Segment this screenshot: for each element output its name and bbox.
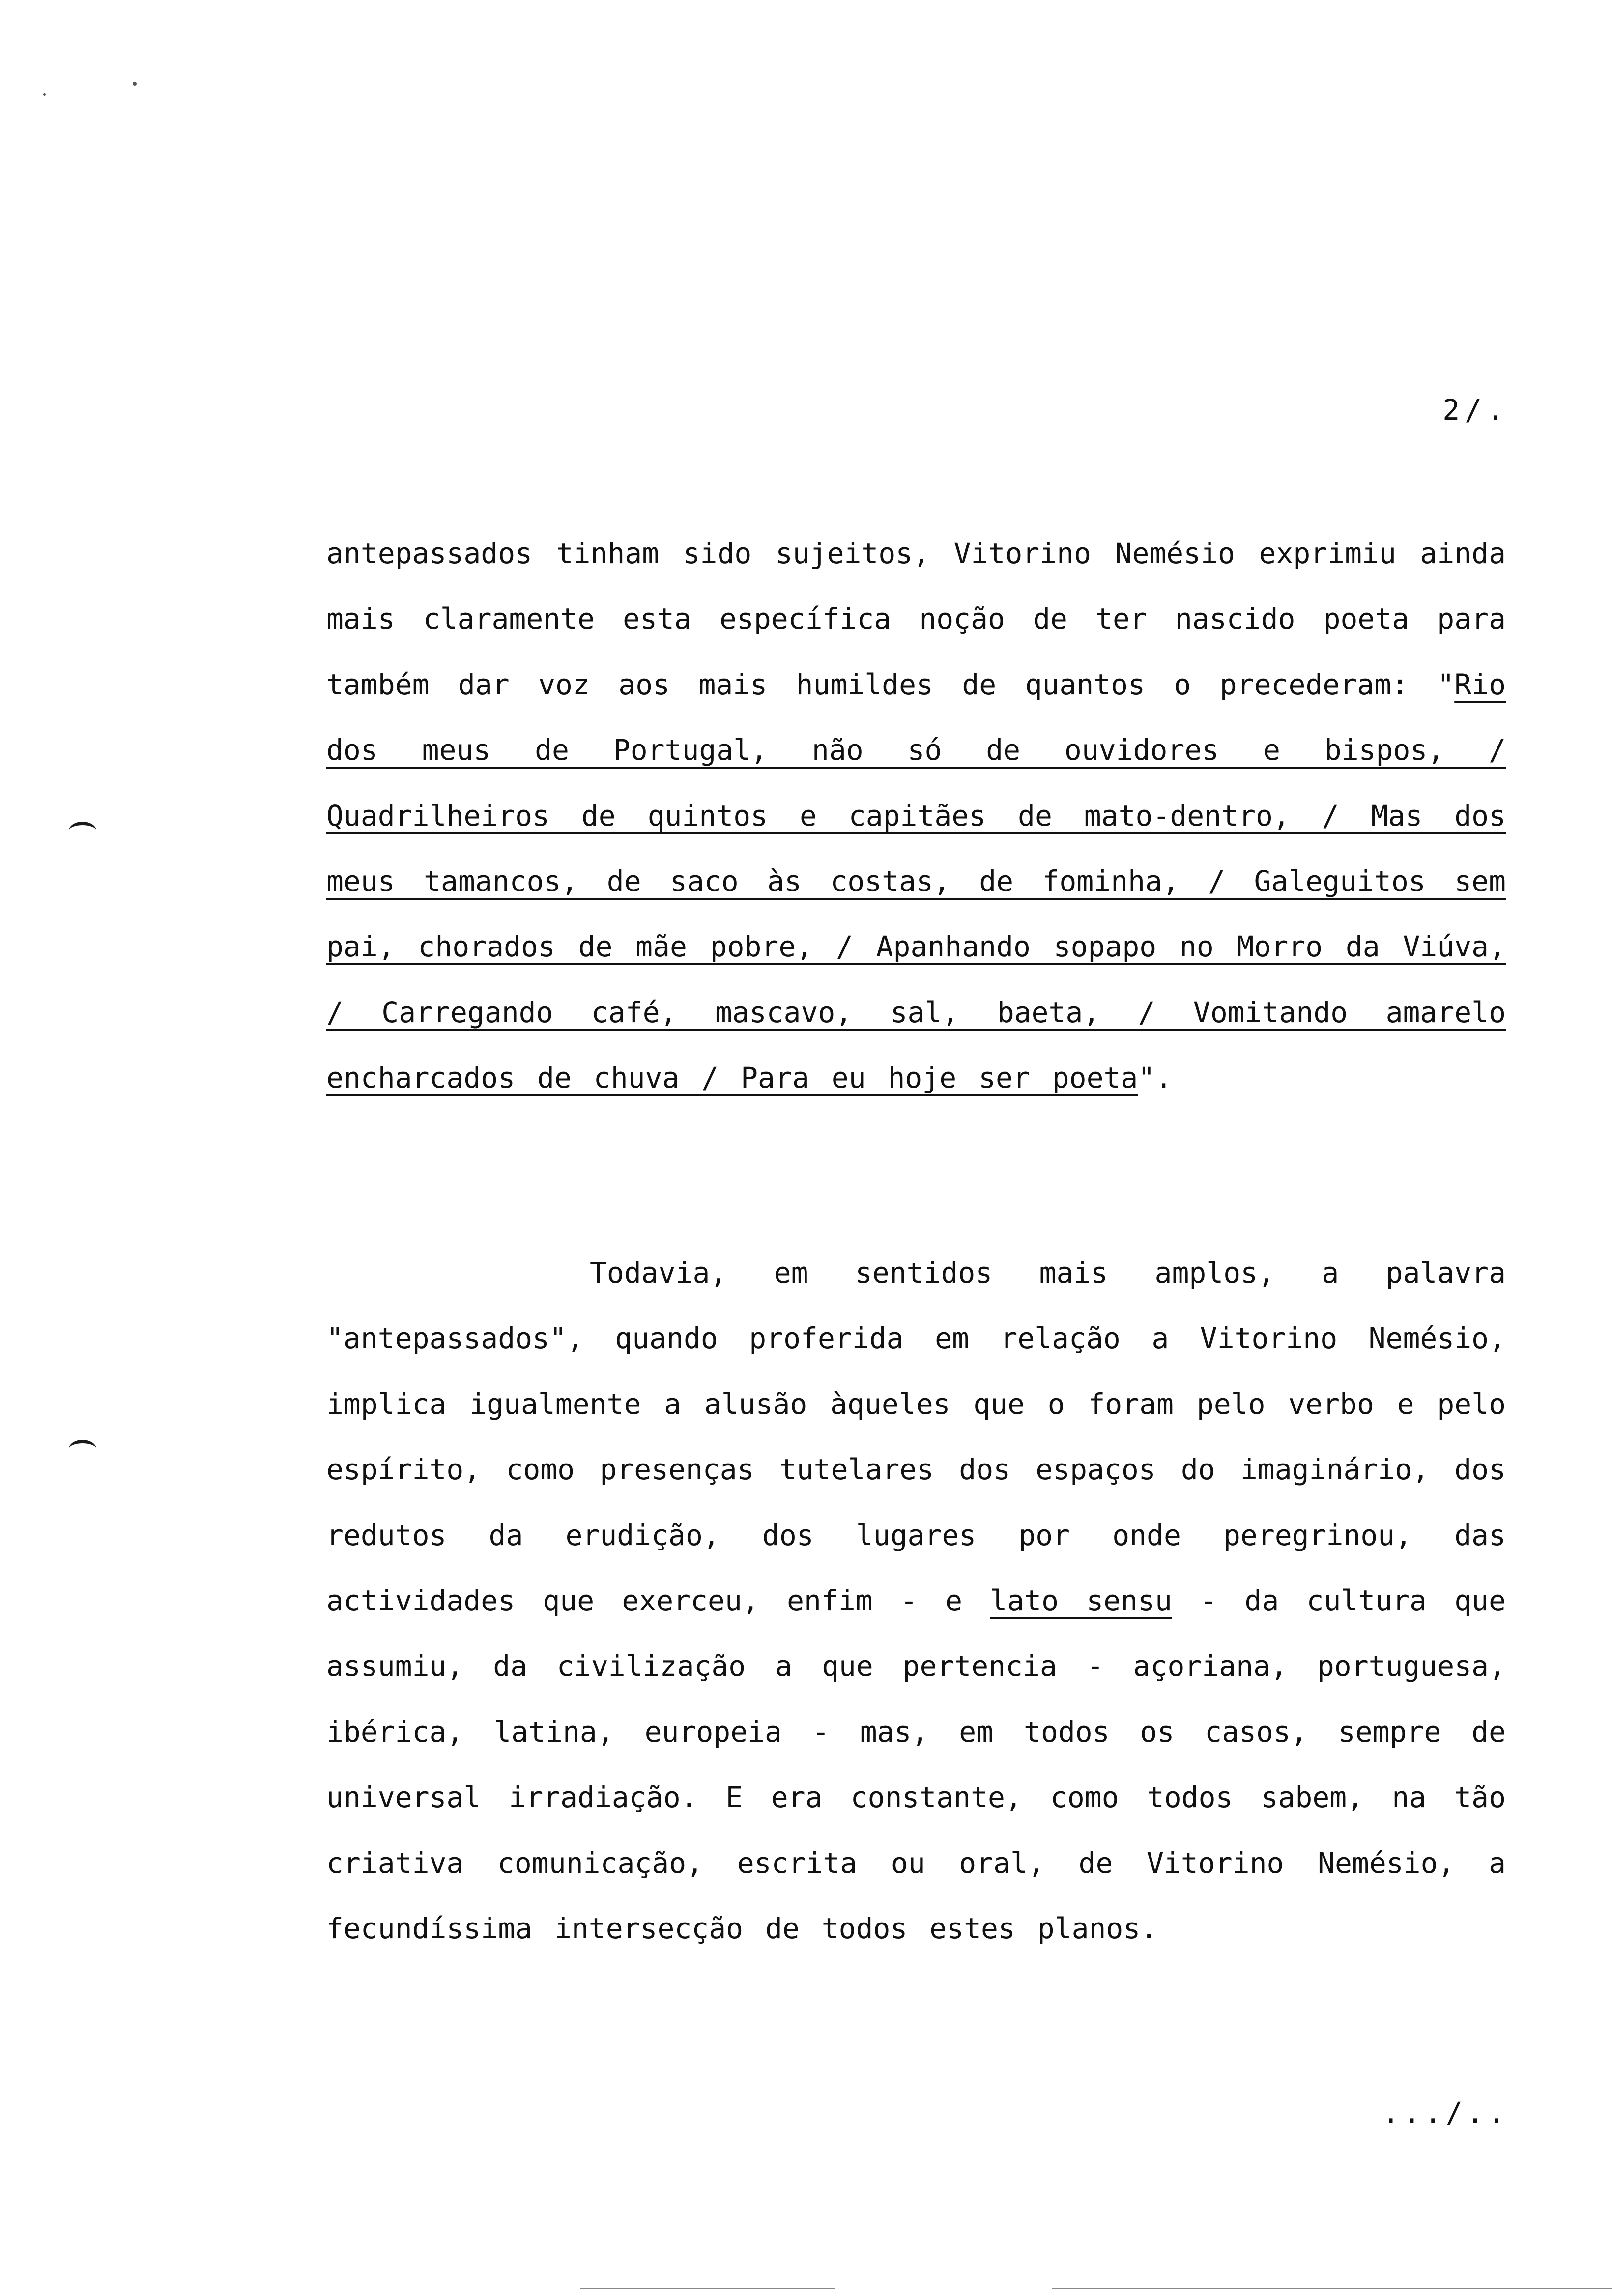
paragraph-2-text-end: - da cultura que assumiu, da civilização a que pertencia - açoriana, portuguesa, ibérica, latina, europeia - mas, em todos os casos, sempre de universal irradiação. E era constante, como todos sabem, na tão criativa comunicação, escrita ou oral, de Vitorino Nemésio, a fecundíssima intersecção de todos estes planos. <box>326 1584 1506 1946</box>
scan-speck <box>133 82 137 86</box>
scan-edge-line <box>580 2288 835 2289</box>
scan-speck <box>43 93 46 96</box>
margin-bracket-mark <box>69 822 96 840</box>
scan-edge-line <box>1052 2288 1612 2289</box>
paragraph-2-text-start: Todavia, em sentidos mais amplos, a palavra "antepassados", quando proferida em relação a Vitorino Nemésio, implica igualmente a alusão àqueles que o foram pelo verbo e pelo espírito, como presenças tutelares dos espaços do imaginário, dos redutos da erudição, dos lugares por onde peregrinou, das actividades que exerceu, enfim - e <box>326 1256 1506 1618</box>
margin-bracket-mark <box>69 1440 96 1458</box>
paragraph-1 <box>326 521 1506 1111</box>
underlined-latin-phrase: lato sensu <box>990 1584 1172 1618</box>
quote-close-mark: ". <box>1138 1061 1173 1095</box>
quote-open-mark: " <box>1437 667 1455 701</box>
continuation-mark: .../.. <box>1382 2096 1509 2129</box>
underlined-poem-quote: Rio dos meus de Portugal, não só de ouvidores e bispos, / Quadrilheiros de quintos e capitães de mato-dentro, / Mas dos meus tamancos, de saco às costas, de fominha, / Galeguitos sem pai, chorados de mãe pobre, / Apanhando sopapo no Morro da Viúva, / Carregando café, mascavo, sal, baeta, / Vomitando amarelo encharcados de chuva / Para eu hoje ser poeta <box>326 667 1506 1095</box>
paragraph-1-lead-text: antepassados tinham sido sujeitos, Vitorino Nemésio exprimiu ainda mais claramente esta específica noção de ter nascido poeta para também dar voz aos mais humildes de quantos o precederam: <box>326 537 1506 701</box>
paragraph-2 <box>326 1240 1506 1961</box>
page-number: 2/. <box>1442 393 1509 427</box>
